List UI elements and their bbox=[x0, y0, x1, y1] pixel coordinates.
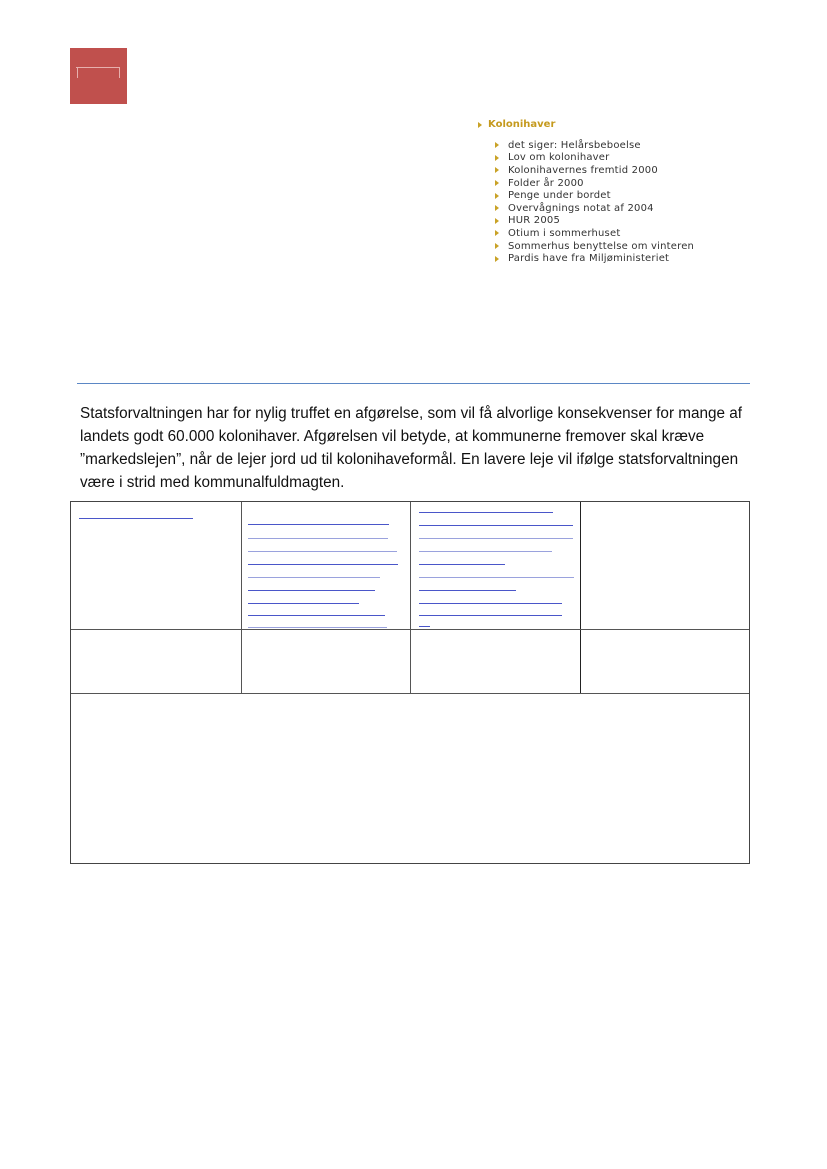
arrow-right-icon bbox=[495, 155, 499, 161]
table-row-divider bbox=[71, 629, 749, 630]
logo-line-left bbox=[77, 68, 78, 78]
menu-item[interactable] bbox=[495, 215, 694, 228]
menu-item-label[interactable]: Overvågnings notat af 2004 bbox=[508, 202, 654, 214]
menu-title[interactable]: Kolonihaver bbox=[488, 119, 556, 130]
link-placeholder[interactable] bbox=[419, 626, 430, 627]
menu-item-label[interactable]: Sommerhus benyttelse om vinteren bbox=[508, 240, 695, 252]
link-placeholder[interactable] bbox=[248, 603, 359, 604]
link-placeholder[interactable] bbox=[248, 538, 388, 539]
arrow-right-icon bbox=[495, 243, 499, 249]
logo bbox=[70, 48, 127, 104]
divider-line bbox=[77, 383, 750, 384]
menu-item[interactable] bbox=[495, 252, 694, 265]
arrow-right-icon bbox=[495, 218, 499, 224]
arrow-right-icon bbox=[495, 142, 499, 148]
link-placeholder[interactable] bbox=[248, 524, 389, 525]
link-placeholder[interactable] bbox=[248, 577, 380, 578]
link-placeholder[interactable] bbox=[419, 603, 562, 604]
logo-line-right bbox=[119, 68, 120, 78]
menu-item[interactable] bbox=[495, 202, 694, 215]
content-table bbox=[70, 501, 750, 864]
table-row-divider bbox=[71, 693, 749, 694]
link-placeholder[interactable] bbox=[248, 551, 397, 552]
link-placeholder[interactable] bbox=[248, 615, 385, 616]
menu-item[interactable] bbox=[495, 227, 694, 240]
menu-item-label[interactable]: Kolonihavernes fremtid 2000 bbox=[508, 164, 658, 176]
menu-item[interactable] bbox=[495, 177, 694, 190]
menu-item[interactable] bbox=[495, 164, 694, 177]
menu-item[interactable] bbox=[495, 139, 694, 152]
menu-item-label[interactable]: det siger: Helårsbeboelse bbox=[508, 139, 641, 151]
menu-item[interactable] bbox=[495, 240, 694, 253]
menu-header[interactable] bbox=[478, 118, 694, 131]
menu-item-label[interactable]: Otium i sommerhuset bbox=[508, 227, 621, 239]
arrow-right-icon bbox=[495, 230, 499, 236]
link-placeholder[interactable] bbox=[419, 538, 573, 539]
link-placeholder[interactable] bbox=[248, 564, 398, 565]
menu-item-label[interactable]: Pardis have fra Miljøministeriet bbox=[508, 253, 670, 265]
link-placeholder[interactable] bbox=[248, 627, 387, 628]
link-placeholder[interactable] bbox=[419, 512, 553, 513]
arrow-right-icon bbox=[495, 180, 499, 186]
arrow-right-icon bbox=[495, 167, 499, 173]
menu-item[interactable] bbox=[495, 189, 694, 202]
menu-item-label[interactable]: Penge under bordet bbox=[508, 190, 611, 202]
logo-line-top bbox=[76, 67, 120, 68]
link-placeholder[interactable] bbox=[419, 525, 573, 526]
table-column-divider bbox=[410, 502, 411, 693]
menu-item-label[interactable]: Folder år 2000 bbox=[508, 177, 584, 189]
arrow-right-icon bbox=[495, 205, 499, 211]
link-placeholder[interactable] bbox=[79, 518, 193, 519]
table-column-divider bbox=[241, 502, 242, 693]
article-paragraph: Statsforvaltningen har for nylig truffet en afgørelse, som vil få alvorlige konsekvenser for mange af landets godt 60.000 kolonihaver. Afgørelsen vil betyde, at kommunerne fremover skal kræve ”markedslejen”, når de lejer jord ud til kolonihaveformål. En lavere leje vil ifølge statsforvaltningen være i strid med kommunalfuldmagten. bbox=[80, 405, 743, 491]
menu-item-label[interactable]: HUR 2005 bbox=[508, 215, 561, 227]
link-placeholder[interactable] bbox=[419, 615, 562, 616]
side-menu bbox=[478, 118, 694, 265]
menu-item[interactable] bbox=[495, 152, 694, 165]
link-placeholder[interactable] bbox=[419, 564, 505, 565]
table-column-divider bbox=[580, 502, 581, 693]
arrow-right-icon bbox=[495, 193, 499, 199]
menu-list bbox=[495, 139, 694, 265]
arrow-right-icon bbox=[478, 122, 482, 128]
link-placeholder[interactable] bbox=[419, 590, 516, 591]
link-placeholder[interactable] bbox=[419, 551, 552, 552]
arrow-right-icon bbox=[495, 256, 499, 262]
link-placeholder[interactable] bbox=[248, 590, 375, 591]
menu-item-label[interactable]: Lov om kolonihaver bbox=[508, 152, 610, 164]
link-placeholder[interactable] bbox=[419, 577, 574, 578]
